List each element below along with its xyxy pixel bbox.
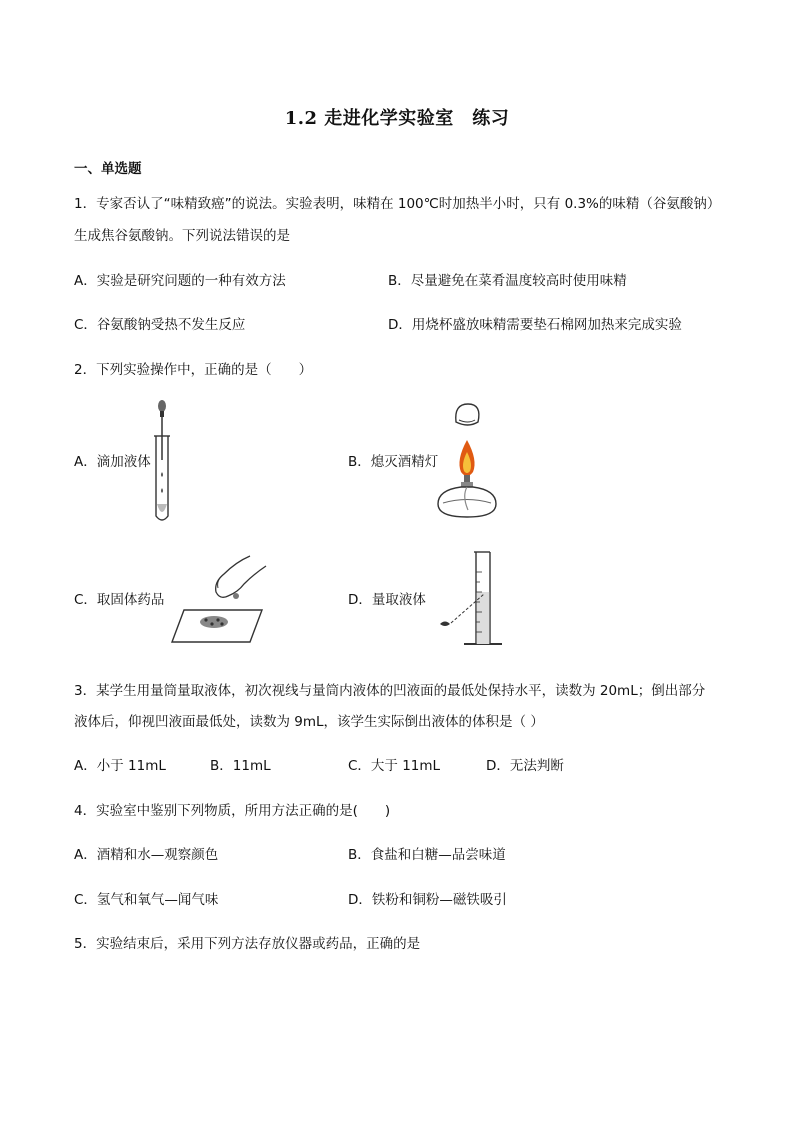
q5-stem: 5．实验结束后，采用下列方法存放仪器或药品，正确的是 (74, 936, 421, 952)
q3-option-c: C．大于 11mL (348, 758, 441, 774)
dropper-test-tube-figure (148, 398, 178, 526)
q4-option-b: B．食盐和白糖—品尝味道 (348, 847, 506, 863)
page-title: 1.2 走进化学实验室 练习 (284, 108, 510, 129)
q3-option-d: D．无法判断 (486, 758, 564, 774)
q1-option-d: D．用烧杯盛放味精需要垫石棉网加热来完成实验 (388, 317, 682, 333)
q2-option-d: D．量取液体 (348, 592, 426, 608)
q2-option-a: A．滴加液体 (74, 454, 151, 470)
q3-stem-line2: 液体后，仰视凹液面最低处，读数为 9mL，该学生实际倒出液体的体积是（ ） (74, 714, 544, 730)
q4-stem: 4．实验室中鉴别下列物质，所用方法正确的是( ) (74, 803, 391, 819)
q4-option-a: A．酒精和水—观察颜色 (74, 847, 219, 863)
q1-stem-line2: 生成焦谷氨酸钠。下列说法错误的是 (74, 228, 290, 244)
alcohol-lamp-figure (434, 400, 506, 520)
q3-option-b: B．11mL (210, 758, 271, 774)
q1-option-b: B．尽量避免在菜肴温度较高时使用味精 (388, 273, 627, 289)
q3-stem-line1: 3．某学生用量筒量取液体，初次视线与量筒内液体的凹液面的最低处保持水平，读数为 20mL；倒出部分 (74, 683, 706, 699)
q3-option-a: A．小于 11mL (74, 758, 166, 774)
q1-stem-line1: 1．专家否认了“味精致癌”的说法。实验表明，味精在 100℃时加热半小时，只有 0.3%的味精（谷氨酸钠） (74, 196, 721, 212)
q1-option-c: C．谷氨酸钠受热不发生反应 (74, 317, 246, 333)
hand-solid-figure (166, 552, 278, 644)
section-heading: 一、单选题 (74, 161, 142, 177)
q2-option-b: B．熄灭酒精灯 (348, 454, 439, 470)
q2-stem: 2．下列实验操作中，正确的是（ ） (74, 362, 313, 378)
q4-option-c: C．氢气和氧气—闻气味 (74, 892, 219, 908)
graduated-cylinder-figure (436, 548, 508, 652)
q2-option-c: C．取固体药品 (74, 592, 165, 608)
q1-option-a: A．实验是研究问题的一种有效方法 (74, 273, 286, 289)
q4-option-d: D．铁粉和铜粉—磁铁吸引 (348, 892, 507, 908)
